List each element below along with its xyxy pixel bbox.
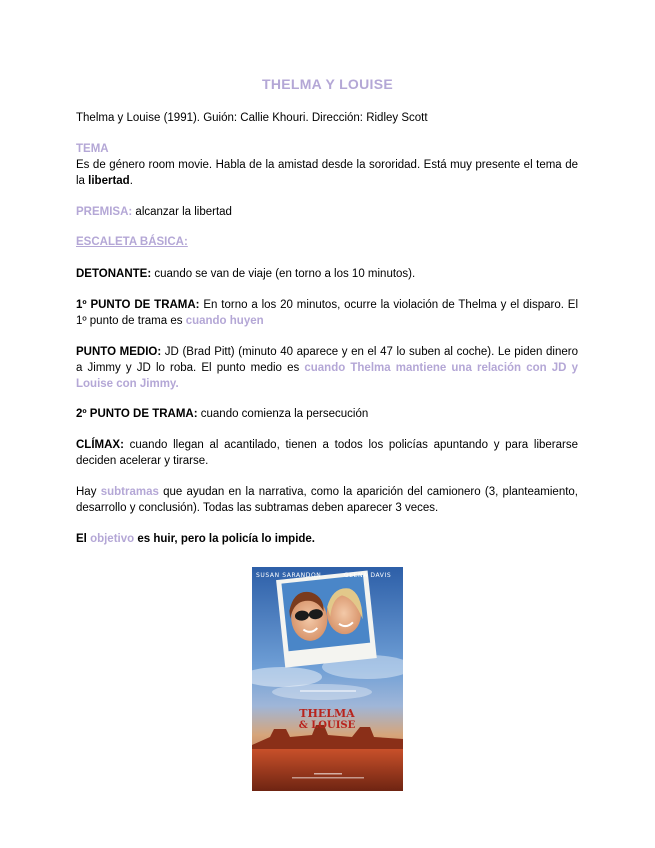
premisa-text: alcanzar la libertad	[132, 206, 232, 218]
punto1-text: En torno a los 20 minutos, ocurre la violación de Thelma y el disparo. El 1º punto de trama es	[76, 299, 578, 327]
climax-label: CLÍMAX:	[76, 439, 124, 451]
poster-title-line1: THELMA	[299, 707, 355, 720]
punto1-label: 1º PUNTO DE TRAMA:	[76, 299, 200, 311]
premisa-label: PREMISA:	[76, 206, 133, 218]
detonante-paragraph	[76, 266, 578, 282]
subtramas-text-end: que ayudan en la narrativa, como la aparición del camionero (3, planteamiento, desarrollo y conclusión). Todas las subtramas deben aparecer 3 veces.	[76, 486, 578, 514]
punto2-text: cuando comienza la persecución	[197, 408, 369, 420]
tema-bold-word: libertad	[88, 175, 130, 187]
punto-medio-highlight: cuando Thelma mantiene una relación con JD y Louise con Jimmy.	[76, 362, 579, 390]
poster-actor-left: SUSAN SARANDON	[256, 572, 322, 579]
movie-poster-image	[252, 567, 403, 791]
poster-actor-right: GEENA DAVIS	[344, 572, 392, 579]
punto1-paragraph	[76, 297, 578, 329]
intro-paragraph: Thelma y Louise (1991). Guión: Callie Khouri. Dirección: Ridley Scott	[76, 112, 428, 124]
punto2-label: 2º PUNTO DE TRAMA:	[76, 408, 198, 420]
punto1-highlight: cuando huyen	[185, 315, 264, 327]
escaleta-label: ESCALETA BÁSICA:	[76, 236, 188, 248]
climax-paragraph	[76, 437, 578, 469]
tema-text-end: .	[129, 175, 133, 187]
objetivo-paragraph	[76, 531, 578, 547]
subtramas-text-start: Hay	[76, 486, 101, 498]
objetivo-text-start: El	[76, 533, 91, 545]
tema-heading	[76, 141, 578, 157]
punto-medio-text: JD (Brad Pitt) (minuto 40 aparece y en el 47 lo suben al coche). Le piden dinero a Jimmy y JD lo roba. El punto medio es	[76, 346, 579, 374]
tema-label: TEMA	[76, 143, 109, 155]
tema-text: Es de género room movie. Habla de la amistad desde la sororidad. Está muy presente el tema de la	[76, 159, 578, 187]
subtramas-highlight: subtramas	[100, 486, 159, 498]
punto-medio-paragraph	[76, 344, 578, 392]
escaleta-heading	[76, 234, 578, 250]
poster-title-line2: & LOUISE	[298, 720, 356, 731]
subtramas-paragraph	[76, 484, 578, 516]
detonante-label: DETONANTE:	[76, 268, 152, 280]
punto2-paragraph	[76, 406, 578, 422]
objetivo-highlight: objetivo	[90, 533, 135, 545]
page-title: THELMA Y LOUISE	[261, 76, 394, 92]
climax-text: cuando llegan al acantilado, tienen a todos los policías apuntando y para liberarse deciden acelerar y tirarse.	[76, 439, 578, 467]
detonante-text: cuando se van de viaje (en torno a los 10 minutos).	[151, 268, 416, 280]
objetivo-text-end: es huir, pero la policía lo impide.	[134, 533, 316, 545]
punto-medio-label: PUNTO MEDIO:	[76, 346, 162, 358]
tema-paragraph	[76, 157, 578, 189]
premisa-paragraph	[76, 204, 578, 220]
